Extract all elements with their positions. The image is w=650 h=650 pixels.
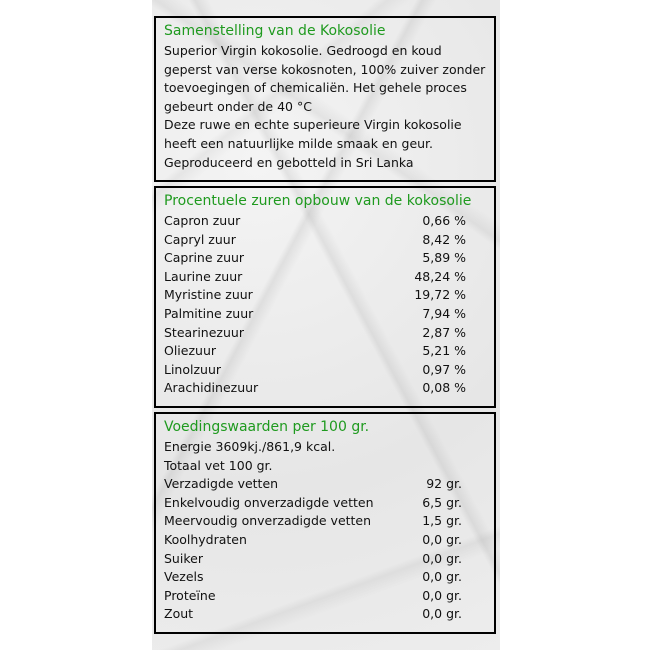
acid-name: Caprine zuur <box>164 250 245 266</box>
acid-value: 8,42 % <box>422 231 466 247</box>
composition-panel <box>154 16 496 182</box>
nutrition-panel <box>154 412 496 634</box>
acid-name: Stearinezuur <box>164 324 244 340</box>
nutrient-name: Proteïne <box>164 587 216 603</box>
acid-row <box>164 249 486 268</box>
nutrient-value: 1,5 gr. <box>422 513 462 529</box>
acid-value: 2,87 % <box>422 324 466 340</box>
acid-name: Capron zuur <box>164 213 241 228</box>
nutrient-name: Enkelvoudig onverzadigde vetten <box>164 494 374 510</box>
acid-name: Palmitine zuur <box>164 305 254 321</box>
nutrition-row <box>164 531 486 550</box>
nutrient-name: Koolhydraten <box>164 531 247 547</box>
acid-row <box>164 305 486 324</box>
acid-row <box>164 361 486 380</box>
acid-value: 5,89 % <box>422 250 466 266</box>
acid-row <box>164 342 486 361</box>
acid-value: 48,24 % <box>414 268 466 284</box>
nutrition-row <box>164 587 486 606</box>
total-fat-line: Totaal vet 100 gr. <box>164 457 273 473</box>
nutrition-row <box>164 568 486 587</box>
nutrition-row <box>164 512 486 531</box>
acid-row <box>164 212 486 231</box>
acid-name: Oliezuur <box>164 343 217 359</box>
energy-line: Energie 3609kj./861,9 kcal. <box>164 439 336 454</box>
acid-value: 7,94 % <box>422 305 466 321</box>
acids-panel <box>154 186 496 408</box>
nutrient-name: Meervoudig onverzadigde vetten <box>164 513 372 529</box>
nutrient-name: Suiker <box>164 550 203 566</box>
acid-row <box>164 379 486 398</box>
nutrient-value: 0,0 gr. <box>422 606 462 622</box>
nutrient-value: 0,0 gr. <box>422 550 462 566</box>
acids-title: Procentuele zuren opbouw van de kokosolie <box>164 193 472 209</box>
nutrient-name: Zout <box>164 606 194 622</box>
nutrition-row <box>164 494 486 513</box>
nutrition-row <box>164 550 486 569</box>
acid-value: 5,21 % <box>422 343 466 359</box>
acid-name: Myristine zuur <box>164 287 253 303</box>
composition-title: Samenstelling van de Kokosolie <box>164 23 386 39</box>
nutrient-value: 92 gr. <box>426 476 462 492</box>
nutrient-value: 0,0 gr. <box>422 531 462 547</box>
composition-paragraph-2: Deze ruwe en echte superieure Virgin kokosolie heeft een natuurlijke milde smaak en geur. Geproduceerd en gebotteld in Sri Lanka <box>164 117 462 170</box>
acid-value: 19,72 % <box>414 287 466 303</box>
acid-row <box>164 231 486 250</box>
acid-name: Laurine zuur <box>164 268 243 284</box>
acid-name: Arachidinezuur <box>164 380 259 396</box>
nutrient-value: 6,5 gr. <box>422 494 462 510</box>
acid-value: 0,66 % <box>422 213 466 228</box>
nutrition-title: Voedingswaarden per 100 gr. <box>164 419 370 435</box>
acid-value: 0,08 % <box>422 380 466 396</box>
nutrition-row <box>164 605 486 624</box>
acid-name: Linolzuur <box>164 361 222 377</box>
nutrition-row <box>164 475 486 494</box>
composition-paragraph-1: Superior Virgin kokosolie. Gedroogd en koud geperst van verse kokosnoten, 100% zuiver zonder toevoegingen of chemicaliën. Het gehele proces gebeurt onder de 40 °C <box>164 43 486 114</box>
acid-row <box>164 286 486 305</box>
nutrient-value: 0,0 gr. <box>422 587 462 603</box>
acid-row <box>164 324 486 343</box>
acid-name: Capryl zuur <box>164 231 236 247</box>
nutrient-name: Verzadigde vetten <box>164 476 279 492</box>
acid-value: 0,97 % <box>422 361 466 377</box>
nutrient-name: Vezels <box>164 569 204 585</box>
acid-row <box>164 268 486 287</box>
nutrient-value: 0,0 gr. <box>422 569 462 585</box>
